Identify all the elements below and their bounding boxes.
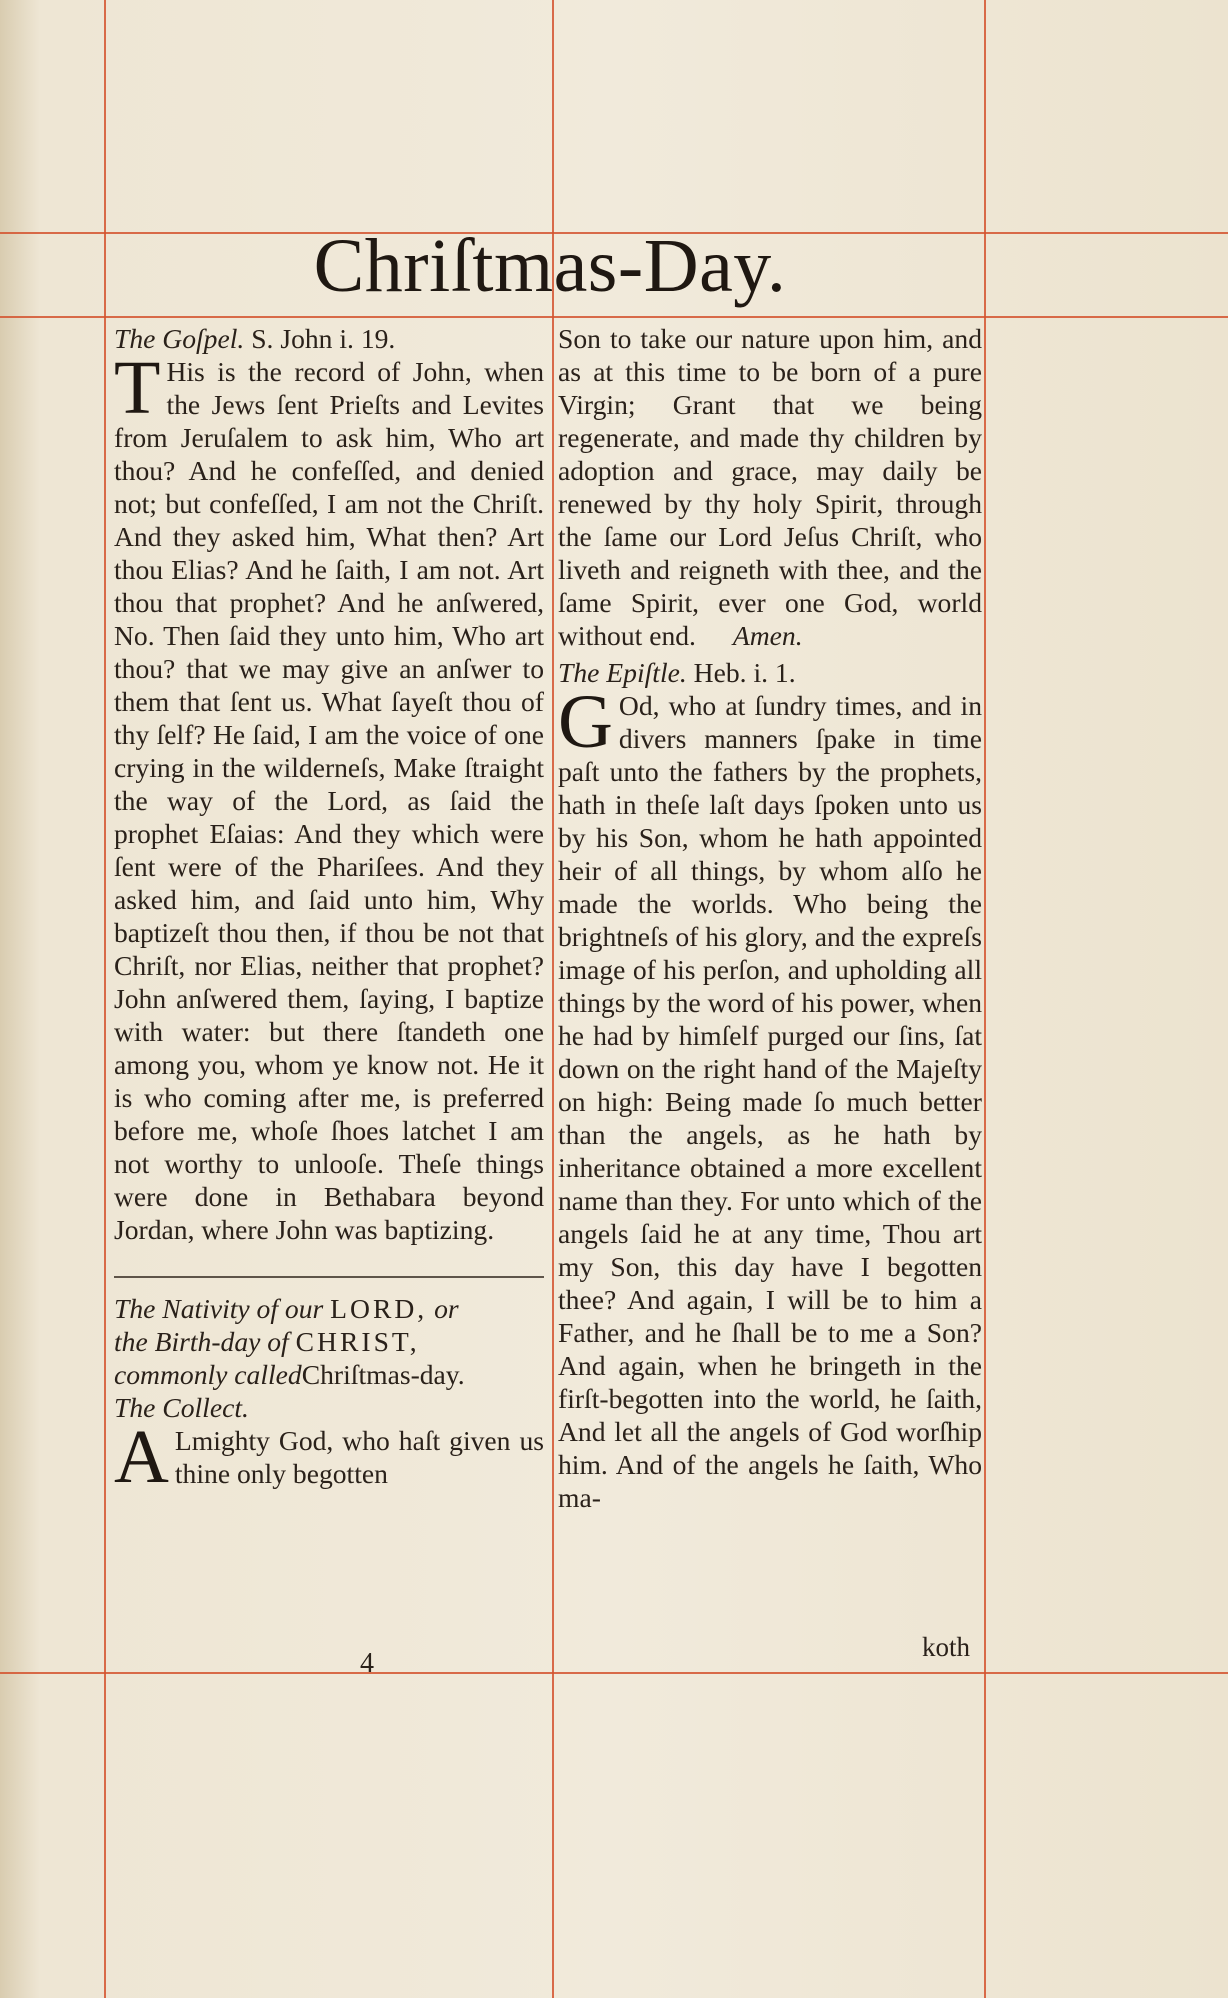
collect-text-right (558, 322, 982, 652)
nativity-line1-c: or (434, 1293, 459, 1324)
nativity-line1-b: LORD, (330, 1293, 428, 1324)
horizontal-rule (0, 316, 1228, 318)
page-number: 4 (360, 1648, 374, 1679)
left-column (114, 322, 544, 1499)
epistle-heading (558, 656, 982, 689)
epistle-dropcap: G (558, 680, 613, 764)
collect-dropcap: A (114, 1415, 169, 1499)
collect-body-left: Lmighty God, who haſt given us thine only begotten (174, 1425, 544, 1489)
epistle-heading-ref: Heb. i. 1. (693, 657, 796, 688)
page-title: Chriſtmas-Day. (313, 224, 787, 308)
right-column (558, 322, 982, 1514)
nativity-line1-a: The Nativity of our (114, 1293, 324, 1324)
nativity-line2-a: the Birth-day of (114, 1326, 289, 1357)
nativity-heading (114, 1292, 544, 1391)
collect-text-left (114, 1415, 544, 1499)
section-divider (114, 1276, 544, 1278)
catchword: koth (922, 1632, 971, 1662)
gospel-text (114, 346, 544, 1246)
collect-body-right: Son to take our nature upon him, and as at this time to be born of a pure Virgin; Grant that we being regenerate, and made thy children by adoption and grace, may daily be renewed by thy holy Spirit, through the ſame our Lord Jeſus Chriſt, who liveth and reigneth with thee, and the ſame Spirit, ever one God, world without end. (558, 323, 982, 651)
vertical-rule (104, 0, 106, 1998)
collect-amen: Amen. (732, 620, 803, 651)
nativity-line3-b: Chriſtmas-day. (301, 1359, 465, 1390)
gospel-heading-ref: S. John i. 19. (251, 323, 396, 354)
gospel-dropcap: T (114, 346, 161, 430)
horizontal-rule (0, 1672, 1228, 1674)
epistle-heading-label: The Epiſtle. (558, 657, 687, 688)
gospel-heading (114, 322, 544, 355)
gospel-body: His is the record of John, when the Jews ſent Prieſts and Levites from Jeruſalem to ask him, Who art thou? And he confeſſed, and denied not; but confeſſed, I am not the Chriſt. And they asked him, What then? Art thou Elias? And he ſaith, I am not. Art thou that prophet? And he anſwered, No. Then ſaid they unto him, Who art thou? that we may give an anſwer to them that ſent us. What ſayeſt thou of thy ſelf? He ſaid, I am the voice of one crying in the wilderneſs, Make ſtraight the way of the Lord, as ſaid the prophet Eſaias: And they which were ſent were of the Phariſees. And they asked him, and ſaid unto him, Why baptizeſt thou then, if thou be not that Chriſt, nor Elias, neither that prophet? John anſwered them, ſaying, I baptize with water: but there ſtandeth one among you, whom ye know not. He it is who coming after me, is preferred before me, whoſe ſhoes latchet I am not worthy to unlooſe. Theſe things were done in Bethabara beyond Jordan, where John was baptizing. (114, 356, 544, 1245)
nativity-line2-b: CHRIST, (295, 1326, 420, 1357)
epistle-body: Od, who at ſundry times, and in divers manners ſpake in time paſt unto the fathers by the prophets, hath in theſe laſt days ſpoken unto us by his Son, whom he hath appointed heir of all things, by whom alſo he made the worlds. Who being the brightneſs of his glory, and the expreſs image of his perſon, and upholding all things by the word of his power, when he had by himſelf purged our ſins, ſat down on the right hand of the Majeſty on high: Being made ſo much better than the angels, as he hath by inheritance obtained a more excellent name than they. For unto which of the angels ſaid he at any time, Thou art my Son, this day have I begotten thee? And again, I will be to him a Father, and he ſhall be to me a Son? And again, when he bringeth in the firſt-begotten into the world, he ſaith, And let all the angels of God worſhip him. And of the angels he ſaith, Who ma- (558, 690, 982, 1513)
nativity-line3-a: commonly called (114, 1359, 302, 1390)
epistle-text (558, 680, 982, 1514)
collect-heading: The Collect. (114, 1392, 249, 1423)
gospel-heading-label: The Goſpel. (114, 323, 245, 354)
